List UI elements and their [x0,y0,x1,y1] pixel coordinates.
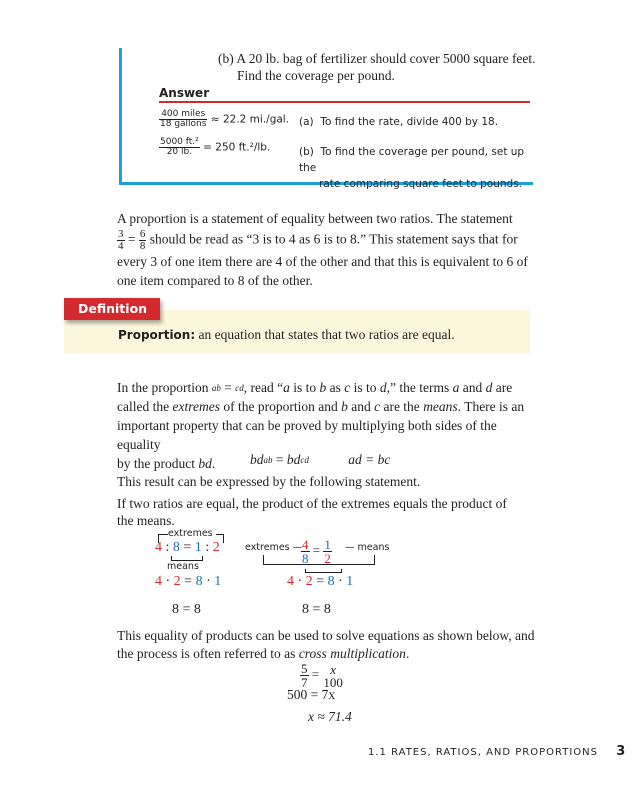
text-span: = 7x [310,687,336,702]
means-label: means [167,561,199,572]
text-span: To find the coverage per pound, set up the [299,146,525,174]
text-span: every 3 of one item there are 4 of the other and that this is equivalent to 6 of [117,253,528,269]
text-span: 5000 ft.² [160,137,199,147]
definition-tag: Definition [64,298,160,320]
answer-row-b [159,137,530,190]
text-span: 8 [172,540,180,555]
text-span: one item compared to 8 of the other. [117,273,313,288]
text-span: 4 [302,537,309,552]
text-span: This equality of products can be used to solve equations as shown below, and [117,628,535,643]
definition-text [118,327,455,343]
text-span [263,555,375,565]
text-span: 2 [305,574,313,589]
text-span: 1 [324,537,331,552]
text-span [287,574,353,590]
text-span: c [374,399,381,414]
text-span: 100 [323,674,343,690]
part-b-line1: A 20 lb. bag of fertilizer should cover 5000 square feet. [236,51,536,66]
text-span: 5 [301,661,308,676]
text-span [117,645,535,663]
text-span: important property that can be proved by multiplying both sides of the equality [117,418,497,452]
text-span: means [357,542,390,553]
text-span: b [319,380,327,395]
text-span: 1 [214,574,222,589]
text-span: : [165,540,170,555]
text-span: . [211,456,216,471]
text-span: 8 [195,574,203,589]
answer-heading: Answer [159,86,210,100]
text-span: (b) [299,146,314,158]
text-span: 20 lb. [166,147,193,157]
text-span: b [341,399,348,414]
text-span: 4 [155,574,162,589]
example-part-b [218,50,536,84]
text-span: = [203,141,212,154]
text-span: · [206,574,211,589]
text-span: 8 [139,239,146,252]
text-span: a [211,383,217,394]
text-span: A proportion is a statement of equality between two ratios. The statement [117,211,513,226]
text-span: = [184,574,193,589]
fraction [139,229,147,252]
text-span: 1 [346,574,354,589]
product-result-left: 8 = 8 [172,602,201,617]
text-span: 2 [173,574,181,589]
text-span: bd [250,452,264,467]
text-span: 6 [139,227,146,240]
text-span: d [304,455,309,466]
footer [368,744,626,759]
text-span: is to [350,380,380,395]
text-span: rate comparing square feet to pounds. [319,178,523,190]
text-span: = [275,452,284,467]
text-span: = [316,574,325,589]
solve-step-2 [287,687,335,703]
product-result-right: 8 = 8 [302,602,331,617]
text-span: = [183,540,192,555]
section-title: 1.1 RATES, RATIOS, AND PROPORTIONS [368,747,598,758]
text-span: c [235,383,240,394]
text-span: 2 [324,551,331,566]
extremes-means-diagram-fraction [245,538,395,608]
text-span: c [300,455,305,466]
text-span: b [216,383,221,394]
text-span: of the proportion and [219,399,342,414]
text-span: d [485,380,493,395]
solve-equation: $\frac{5}{7}$ = x 100 [301,661,343,690]
text-span: = [312,542,321,558]
text-span: and [347,399,375,414]
text-span: d [239,383,244,394]
fraction [264,456,273,465]
text-span: · [165,574,171,589]
text-span: an equation that states that two ratios are equal. [198,327,455,342]
fraction [117,229,125,252]
text-span: 8 [327,574,335,589]
text-span: 8 [302,551,309,566]
text-span: In the proportion ab = cd, read “a is to b as c is to d,” the terms a and d are [117,380,513,395]
text-span [299,144,530,192]
result-statement: This result can be expressed by the following statement. [117,474,421,489]
text-span: a [452,380,460,395]
proportion-paragraph [117,209,537,291]
text-span: are the [380,399,424,414]
text-span [155,574,221,590]
text-span: a [263,455,268,466]
text-span: ,” the terms [386,380,453,395]
extremes-product-statement [117,495,507,529]
text-span: bd [286,452,301,467]
text-span: bd [198,456,212,471]
page-number: 3 [616,744,627,759]
text-span: 18 gallons [160,119,207,129]
text-span: c [344,380,351,395]
cross-multiplication-paragraph [117,627,535,663]
text-span: means [423,399,458,414]
equation-bd [250,452,390,468]
text-span: In the proportion [117,380,209,395]
answer-row-a [159,110,530,129]
text-span: 4 [155,540,162,555]
text-span: ≈ [210,113,220,126]
text-span: a [283,380,290,395]
text-span: the means. [117,513,175,528]
text-span: 4 [287,574,294,589]
text-span [299,116,498,128]
text-span: = [127,231,136,247]
text-span: 400 miles [159,110,207,120]
text-span: extremes — [245,542,303,553]
text-span: (a) [299,116,314,128]
text-span: Proportion: [118,328,196,342]
text-span: 500 [287,687,308,702]
answer-result: 22.2 mi./gal. [222,113,290,126]
fraction [212,384,221,393]
fraction [159,138,200,157]
text-span: and [459,380,486,395]
text-span: 2 [212,540,220,555]
fraction [300,456,309,465]
text-span: cross multiplication [298,646,406,661]
text-span: · [297,574,303,589]
text-span: If two ratios are equal, the product of the extremes equals the product of [117,496,507,511]
extremes-label: extremes [168,528,213,539]
text-span: . There is an [457,399,525,414]
text-span: as [326,380,345,395]
text-span: d [379,380,387,395]
text-span [117,229,537,252]
text-span: by the product [117,456,199,471]
text-span: 1 [194,540,202,555]
text-span: : [205,540,210,555]
text-span: x [330,661,336,677]
text-span: called the [117,399,173,414]
text-span [305,569,342,573]
solve-step-3: x ≈ 71.4 [308,709,352,724]
text-span: 7 [301,675,308,690]
text-span: To find the rate, divide 400 by 18. [320,116,499,128]
text-span: should be read as “3 is to 4 as 6 is to 8.” This statement says that for [149,231,518,247]
text-span [155,540,220,556]
text-span: are [492,380,513,395]
part-label: (b) [218,51,234,66]
text-span: 3 [118,227,124,240]
text-span [117,397,542,416]
answer-rule [159,101,530,103]
fraction [159,110,207,129]
fraction [300,662,309,689]
text-span: . [405,646,410,661]
text-span: , read “ [243,380,284,395]
text-span: is to [289,380,320,395]
text-span [218,50,536,67]
text-span: ad = bc [348,452,391,467]
fraction [235,384,244,393]
text-span: — means [345,542,390,553]
text-span: the process is often referred to as [117,646,299,661]
part-b-line2: Find the coverage per pound. [237,68,395,83]
text-span: b [268,455,273,466]
text-span: extremes [245,542,290,553]
answer-result: 250 ft.²/lb. [215,141,271,154]
text-span: extremes [172,399,220,414]
text-span: 4 [118,239,124,252]
text-span: · [338,574,343,589]
fraction [322,663,344,689]
